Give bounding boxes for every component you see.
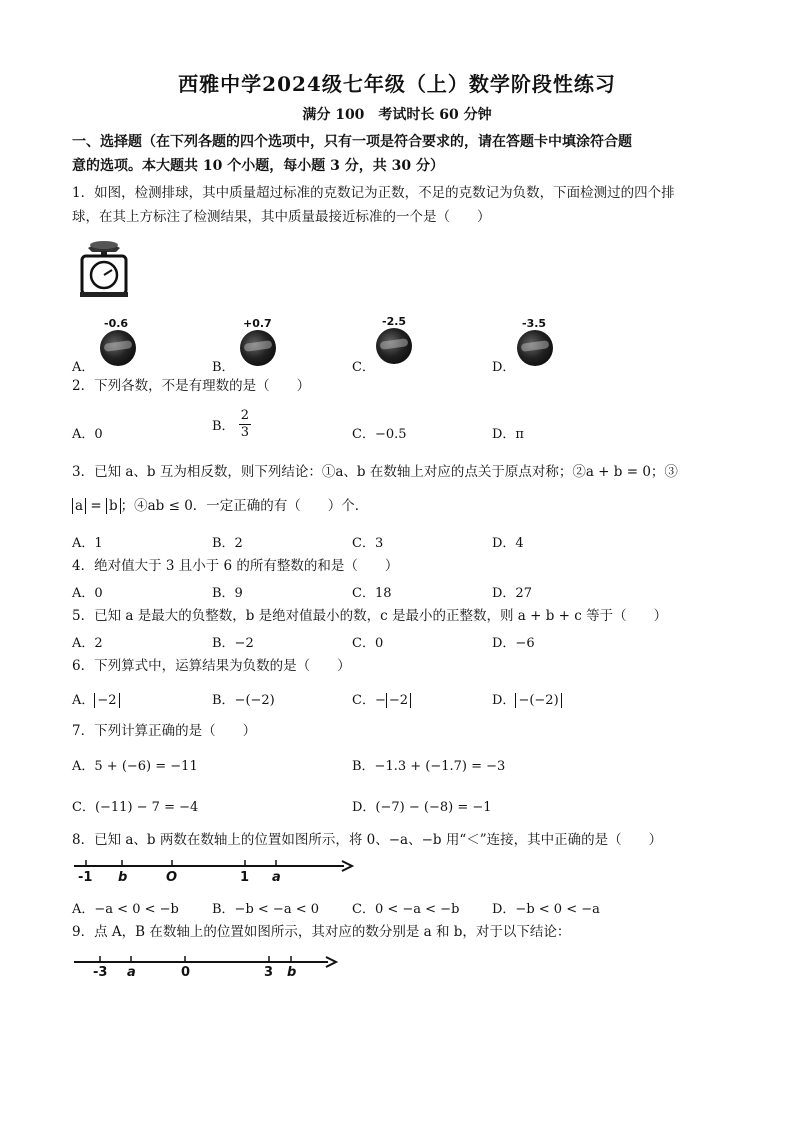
- q1-stem-line2: 球，在其上方标注了检测结果，其中质量最接近标准的一个是（ ）: [72, 209, 491, 225]
- q7-option-b[interactable]: B．−1.3 + (−1.7) = −3: [352, 759, 506, 774]
- exam-info: 满分 100 考试时长 60 分钟: [302, 107, 492, 123]
- axis-label: 1: [240, 870, 250, 885]
- q8-option-c[interactable]: C．0 < −a < −b: [352, 902, 460, 917]
- q1-option-b[interactable]: B．: [212, 360, 235, 375]
- q4-option-b[interactable]: B．9: [212, 586, 243, 601]
- q3-stem-line1: 3．已知 a、b 互为相反数，则下列结论：①a、b 在数轴上对应的点关于原点对称；②a + b = 0；③: [72, 464, 678, 480]
- fraction: [239, 408, 251, 441]
- q4-option-a[interactable]: A．0: [72, 586, 103, 601]
- abs-expression: −2: [94, 693, 119, 708]
- q5-option-c[interactable]: C．0: [352, 636, 384, 651]
- volleyball-icon: [517, 330, 553, 366]
- q3-stem-line2: [72, 496, 368, 516]
- axis-label: -3: [93, 965, 108, 980]
- q1-option-a[interactable]: A．: [72, 360, 95, 375]
- q4-option-d[interactable]: D．27: [492, 586, 532, 601]
- abs-a: a: [72, 498, 86, 514]
- equals: =: [86, 498, 106, 514]
- q6-stem: 6．下列算式中，运算结果为负数的是（ ）: [72, 658, 351, 674]
- q7-option-d[interactable]: D．(−7) − (−8) = −1: [352, 800, 492, 815]
- number-line-q9: [72, 952, 338, 972]
- axis-label: a: [127, 965, 136, 980]
- q6-option-d[interactable]: [492, 689, 562, 708]
- q3-stem-rest: ；④ab ≤ 0．一定正确的有（ ）个．: [120, 498, 369, 514]
- ball-label-b: +0.7: [243, 317, 272, 330]
- q2-stem: 2．下列各数，不是有理数的是（ ）: [72, 378, 311, 394]
- q1-option-c[interactable]: C．: [352, 360, 375, 375]
- q1-option-d[interactable]: D．: [492, 360, 516, 375]
- fraction-denominator: 3: [240, 425, 249, 440]
- q4-option-c[interactable]: C．18: [352, 586, 392, 601]
- q3-option-a[interactable]: A．1: [72, 536, 103, 551]
- q2-option-a[interactable]: A．0: [72, 427, 103, 442]
- q9-stem: 9．点 A，B 在数轴上的位置如图所示，其对应的数分别是 a 和 b，对于以下结论：: [72, 924, 571, 940]
- q3-option-c[interactable]: C．3: [352, 536, 384, 551]
- q7-option-a[interactable]: A．5 + (−6) = −11: [72, 759, 198, 774]
- axis-label: 0: [181, 965, 191, 980]
- q2-option-c[interactable]: C．−0.5: [352, 427, 407, 442]
- ball-label-a: -0.6: [104, 317, 129, 330]
- q5-stem: 5．已知 a 是最大的负整数，b 是绝对值最小的数，c 是最小的正整数，则 a + b + c 等于（ ）: [72, 608, 668, 624]
- q8-option-a[interactable]: A．−a < 0 < −b: [72, 902, 179, 917]
- q6-option-a[interactable]: [72, 689, 120, 708]
- q6-option-b[interactable]: B．−(−2): [212, 693, 275, 708]
- page-title: 西雅中学2024级七年级（上）数学阶段性练习: [178, 72, 616, 96]
- section-heading: [72, 130, 732, 178]
- q6-option-d-letter: D．: [492, 693, 516, 708]
- q7-stem: 7．下列计算正确的是（ ）: [72, 723, 257, 739]
- q5-option-d[interactable]: D．−6: [492, 636, 535, 651]
- q3-option-b[interactable]: B．2: [212, 536, 243, 551]
- volleyball-icon: [240, 330, 276, 366]
- q8-option-d[interactable]: D．−b < 0 < −a: [492, 902, 600, 917]
- number-line-q8: [72, 856, 356, 876]
- section-heading-line1: 一、选择题（在下列各题的四个选项中，只有一项是符合要求的，请在答题卡中填涂符合题: [72, 134, 632, 150]
- axis-label: b: [287, 965, 297, 980]
- axis-label: -1: [78, 870, 93, 885]
- q2-option-b[interactable]: [212, 408, 251, 441]
- axis-label: b: [118, 870, 128, 885]
- q5-option-b[interactable]: B．−2: [212, 636, 254, 651]
- ball-label-d: -3.5: [522, 317, 547, 330]
- axis-label: a: [272, 870, 281, 885]
- q8-stem: 8．已知 a、b 两数在数轴上的位置如图所示，将 0、−a、−b 用“＜”连接，其中正确的是（ ）: [72, 832, 663, 848]
- q6-option-c-letter: C．−: [352, 693, 386, 708]
- ball-label-c: -2.5: [382, 315, 407, 328]
- fraction-numerator: 2: [240, 408, 249, 423]
- abs-expression: −(−2): [515, 693, 561, 708]
- q2-option-b-letter: B．: [212, 419, 235, 434]
- volleyball-icon: [100, 330, 136, 366]
- axis-label: O: [166, 870, 178, 885]
- section-heading-line2: 意的选项。本大题共 10 个小题，每小题 3 分，共 30 分）: [72, 158, 444, 174]
- scale-icon: [76, 236, 132, 300]
- q7-option-c[interactable]: C．(−11) − 7 = −4: [72, 800, 199, 815]
- q4-stem: 4．绝对值大于 3 且小于 6 的所有整数的和是（ ）: [72, 558, 399, 574]
- axis-label: 3: [264, 965, 274, 980]
- q8-option-b[interactable]: B．−b < −a < 0: [212, 902, 319, 917]
- abs-expression: −2: [386, 693, 411, 708]
- abs-b: b: [106, 498, 121, 514]
- q3-option-d[interactable]: D．4: [492, 536, 524, 551]
- q2-option-d[interactable]: D．π: [492, 427, 524, 442]
- volleyball-icon: [376, 328, 412, 364]
- q6-option-c[interactable]: [352, 689, 411, 708]
- q1-stem-line1: 1．如图，检测排球，其中质量超过标准的克数记为正数，不足的克数记为负数，下面检测过的四个排: [72, 185, 675, 201]
- q5-option-a[interactable]: A．2: [72, 636, 103, 651]
- q6-option-a-letter: A．: [72, 693, 95, 708]
